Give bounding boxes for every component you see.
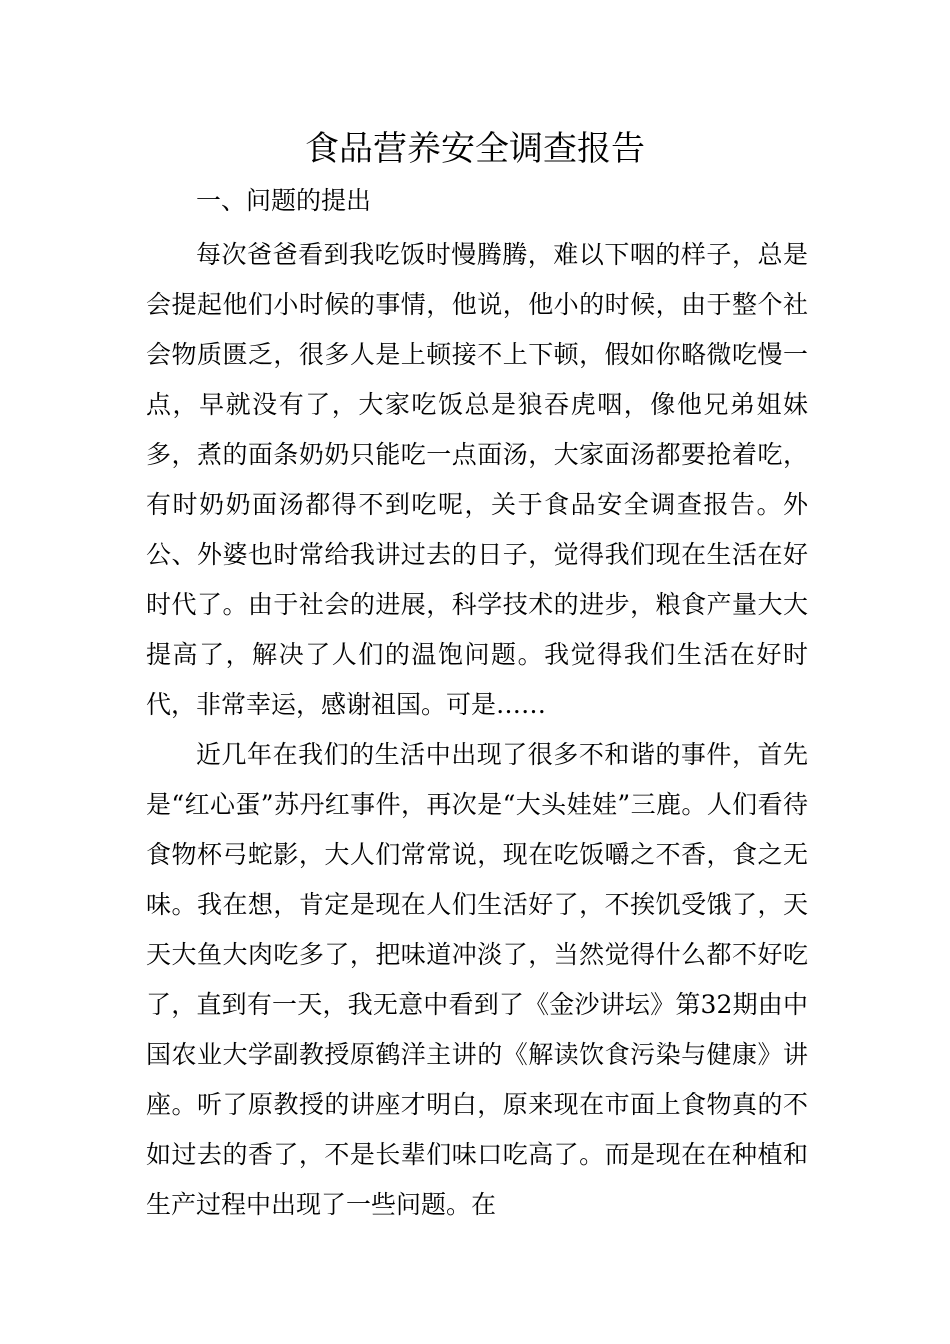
document-body — [146, 177, 808, 1230]
paragraph: 近几年在我们的生活中出现了很多不和谐的事件，首先是“红心蛋”苏丹红事件，再次是“大头娃娃”三鹿。人们看待食物杯弓蛇影，大人们常常说，现在吃饭嚼之不香，食之无味。我在想，肯定是现在人们生活好了，不挨饥受饿了，天天大鱼大肉吃多了，把味道冲淡了，当然觉得什么都不好吃了，直到有一天，我无意中看到了《金沙讲坛》第32期由中国农业大学副教授原鹤洋主讲的《解读饮食污染与健康》讲座。听了原教授的讲座才明白，原来现在市面上食物真的不如过去的香了，不是长辈们味口吃高了。而是现在在种植和生产过程中出现了一些问题。在 — [146, 740, 808, 1219]
paragraph: 每次爸爸看到我吃饭时慢腾腾，难以下咽的样子，总是会提起他们小时候的事情，他说，他小的时候，由于整个社会物质匮乏，很多人是上顿接不上下顿，假如你略微吃慢一点，早就没有了，大家吃饭总是狼吞虎咽，像他兄弟姐妹多，煮的面条奶奶只能吃一点面汤，大家面汤都要抢着吃，有时奶奶面汤都得不到吃呢，关于食品安全调查报告。外公、外婆也时常给我讲过去的日子，觉得我们现在生活在好时代了。由于社会的进展，科学技术的进步，粮食产量大大提高了，解决了人们的温饱问题。我觉得我们生活在好时代，非常幸运，感谢祖国。可是…… — [146, 240, 808, 719]
document-title: 食品营养安全调查报告 — [305, 129, 645, 169]
section-heading: 一、问题的提出 — [196, 186, 372, 215]
